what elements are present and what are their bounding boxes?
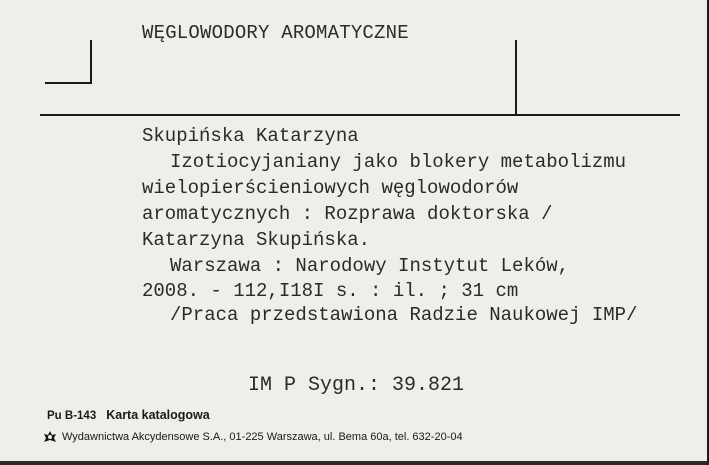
corner-bracket-horizontal: [45, 82, 92, 84]
author-heading: Skupińska Katarzyna: [142, 125, 359, 147]
heading-divider-vertical: [515, 40, 517, 115]
heading-rule: [40, 114, 680, 116]
title-line: Izotiocyjaniany jako blokery metabolizmu: [170, 151, 627, 173]
title-line: aromatycznych : Rozprawa doktorska /: [142, 203, 553, 225]
publisher-logo-icon: [43, 430, 57, 444]
imprint-line: 2008. - 112,I18I s. : il. ; 31 cm: [142, 280, 519, 302]
publisher-text: Wydawnictwa Akcydensowe S.A., 01-225 Warszawa, ul. Bema 60a, tel. 632-20-04: [62, 431, 463, 443]
imprint-line: Warszawa : Narodowy Instytut Leków,: [170, 255, 570, 277]
publisher-line: [43, 430, 463, 444]
corner-bracket-vertical: [90, 40, 92, 84]
note-line: /Praca przedstawiona Radzie Naukowej IMP/: [170, 304, 638, 326]
form-title: Karta katalogowa: [106, 408, 210, 422]
title-line: wielopierścieniowych węglowodorów: [142, 177, 519, 199]
form-code: Pu B-143: [47, 410, 97, 422]
title-line: Katarzyna Skupińska.: [142, 229, 371, 251]
call-number: IM P Sygn.: 39.821: [248, 374, 465, 397]
subject-heading: WĘGLOWODORY AROMATYCZNE: [142, 22, 409, 44]
form-label: [47, 408, 210, 422]
